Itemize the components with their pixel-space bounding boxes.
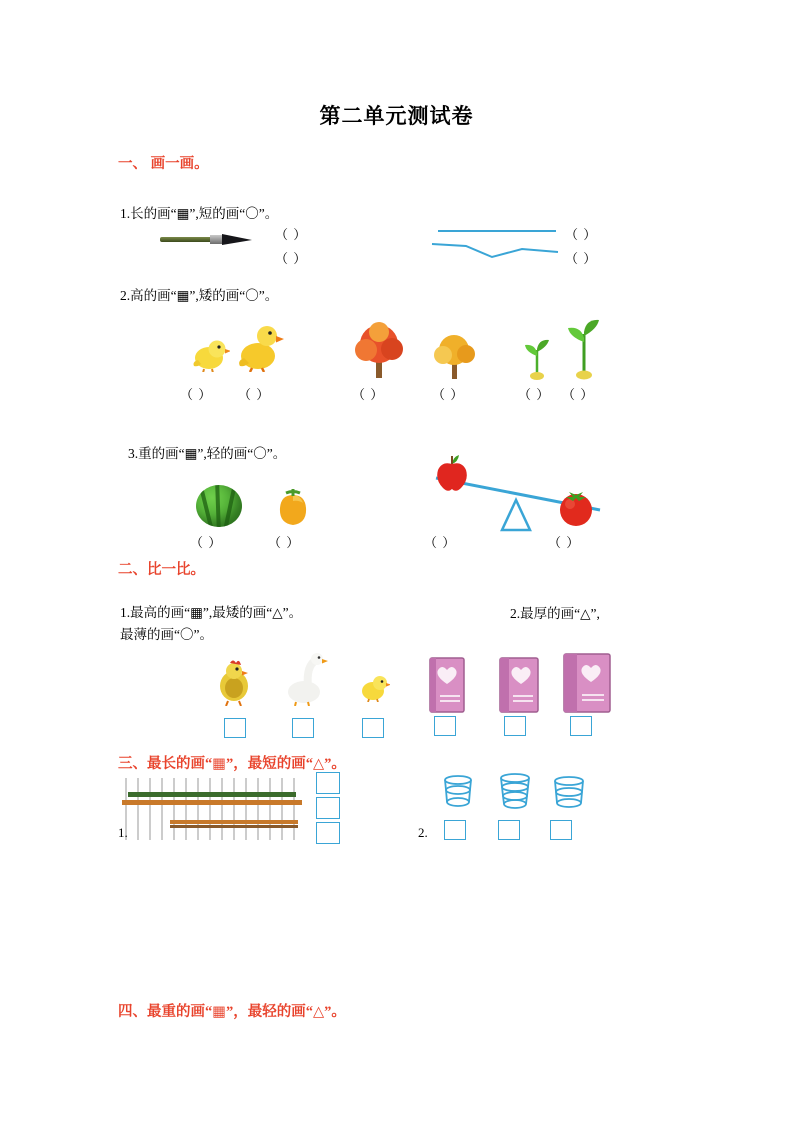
red-tree-icon [348, 318, 410, 385]
page-title: 第二单元测试卷 [319, 104, 474, 128]
answer-bracket[interactable]: （ ） [180, 387, 213, 402]
straight-line-icon [438, 230, 556, 232]
answer-bracket[interactable]: （ ） [562, 387, 595, 402]
small-sprout-icon [522, 336, 552, 385]
answer-bracket[interactable]: （ ） [238, 387, 271, 402]
answer-bracket[interactable]: （ ） [424, 535, 457, 550]
answer-box[interactable] [444, 820, 466, 840]
question-2-1-line2: 最薄的画“〇”。 [120, 627, 213, 642]
answer-bracket[interactable]: （ ） [275, 227, 308, 242]
zigzag-line-icon [430, 240, 560, 262]
section-heading-2: 二、比一比。 [118, 562, 205, 578]
answer-box[interactable] [316, 822, 340, 844]
answer-box[interactable] [362, 718, 384, 738]
question-1-3: 3.重的画“▦”,轻的画“〇”。 [128, 446, 287, 461]
hen-icon [214, 658, 254, 711]
cup-stack-icon [438, 770, 478, 817]
answer-bracket[interactable]: （ ） [548, 535, 581, 550]
bell-pepper-icon [276, 485, 310, 532]
section-heading-4: 四、最重的画“▦”，最轻的画“△”。 [118, 1004, 346, 1020]
answer-box[interactable] [316, 797, 340, 819]
answer-bracket[interactable]: （ ） [275, 251, 308, 266]
tomato-icon [553, 486, 599, 533]
question-2-2: 2.最厚的画“△”, [510, 606, 600, 621]
cup-stack-icon [548, 772, 590, 817]
pencil-icon [118, 778, 308, 845]
question-2-1-line1: 1.最高的画“▦”,最矮的画“△”。 [120, 605, 303, 620]
large-sprout-icon [566, 318, 602, 385]
answer-bracket[interactable]: （ ） [565, 227, 598, 242]
book-icon [424, 656, 472, 719]
answer-bracket[interactable]: （ ） [190, 535, 223, 550]
answer-box[interactable] [316, 772, 340, 794]
answer-box[interactable] [434, 716, 456, 736]
question-3-1-label: 1. [118, 825, 128, 840]
answer-box[interactable] [292, 718, 314, 738]
question-3-2-label: 2. [418, 825, 428, 840]
apple-icon [432, 452, 472, 497]
question-1-2: 2.高的画“▦”,矮的画“〇”。 [120, 288, 279, 303]
duck-icon [236, 320, 284, 377]
section-heading-3: 三、最长的画“▦”，最短的画“△”。 [118, 756, 346, 772]
answer-box[interactable] [550, 820, 572, 840]
answer-box[interactable] [570, 716, 592, 736]
cup-stack-icon [494, 770, 536, 817]
book-icon [560, 652, 616, 719]
answer-bracket[interactable]: （ ） [518, 387, 551, 402]
paintbrush-icon [160, 232, 252, 246]
answer-bracket[interactable]: （ ） [565, 251, 598, 266]
goose-icon [286, 650, 328, 711]
watermelon-icon [196, 485, 242, 527]
chick-icon [358, 672, 390, 707]
yellow-tree-icon [428, 328, 480, 385]
section-heading-1: 一、 画一画。 [118, 156, 209, 172]
answer-box[interactable] [224, 718, 246, 738]
answer-bracket[interactable]: （ ） [268, 535, 301, 550]
chick-icon [190, 336, 230, 377]
answer-bracket[interactable]: （ ） [352, 387, 385, 402]
answer-box[interactable] [504, 716, 526, 736]
question-1-1: 1.长的画“▦”,短的画“〇”。 [120, 206, 279, 221]
answer-box[interactable] [498, 820, 520, 840]
book-icon [494, 656, 546, 719]
answer-bracket[interactable]: （ ） [432, 387, 465, 402]
